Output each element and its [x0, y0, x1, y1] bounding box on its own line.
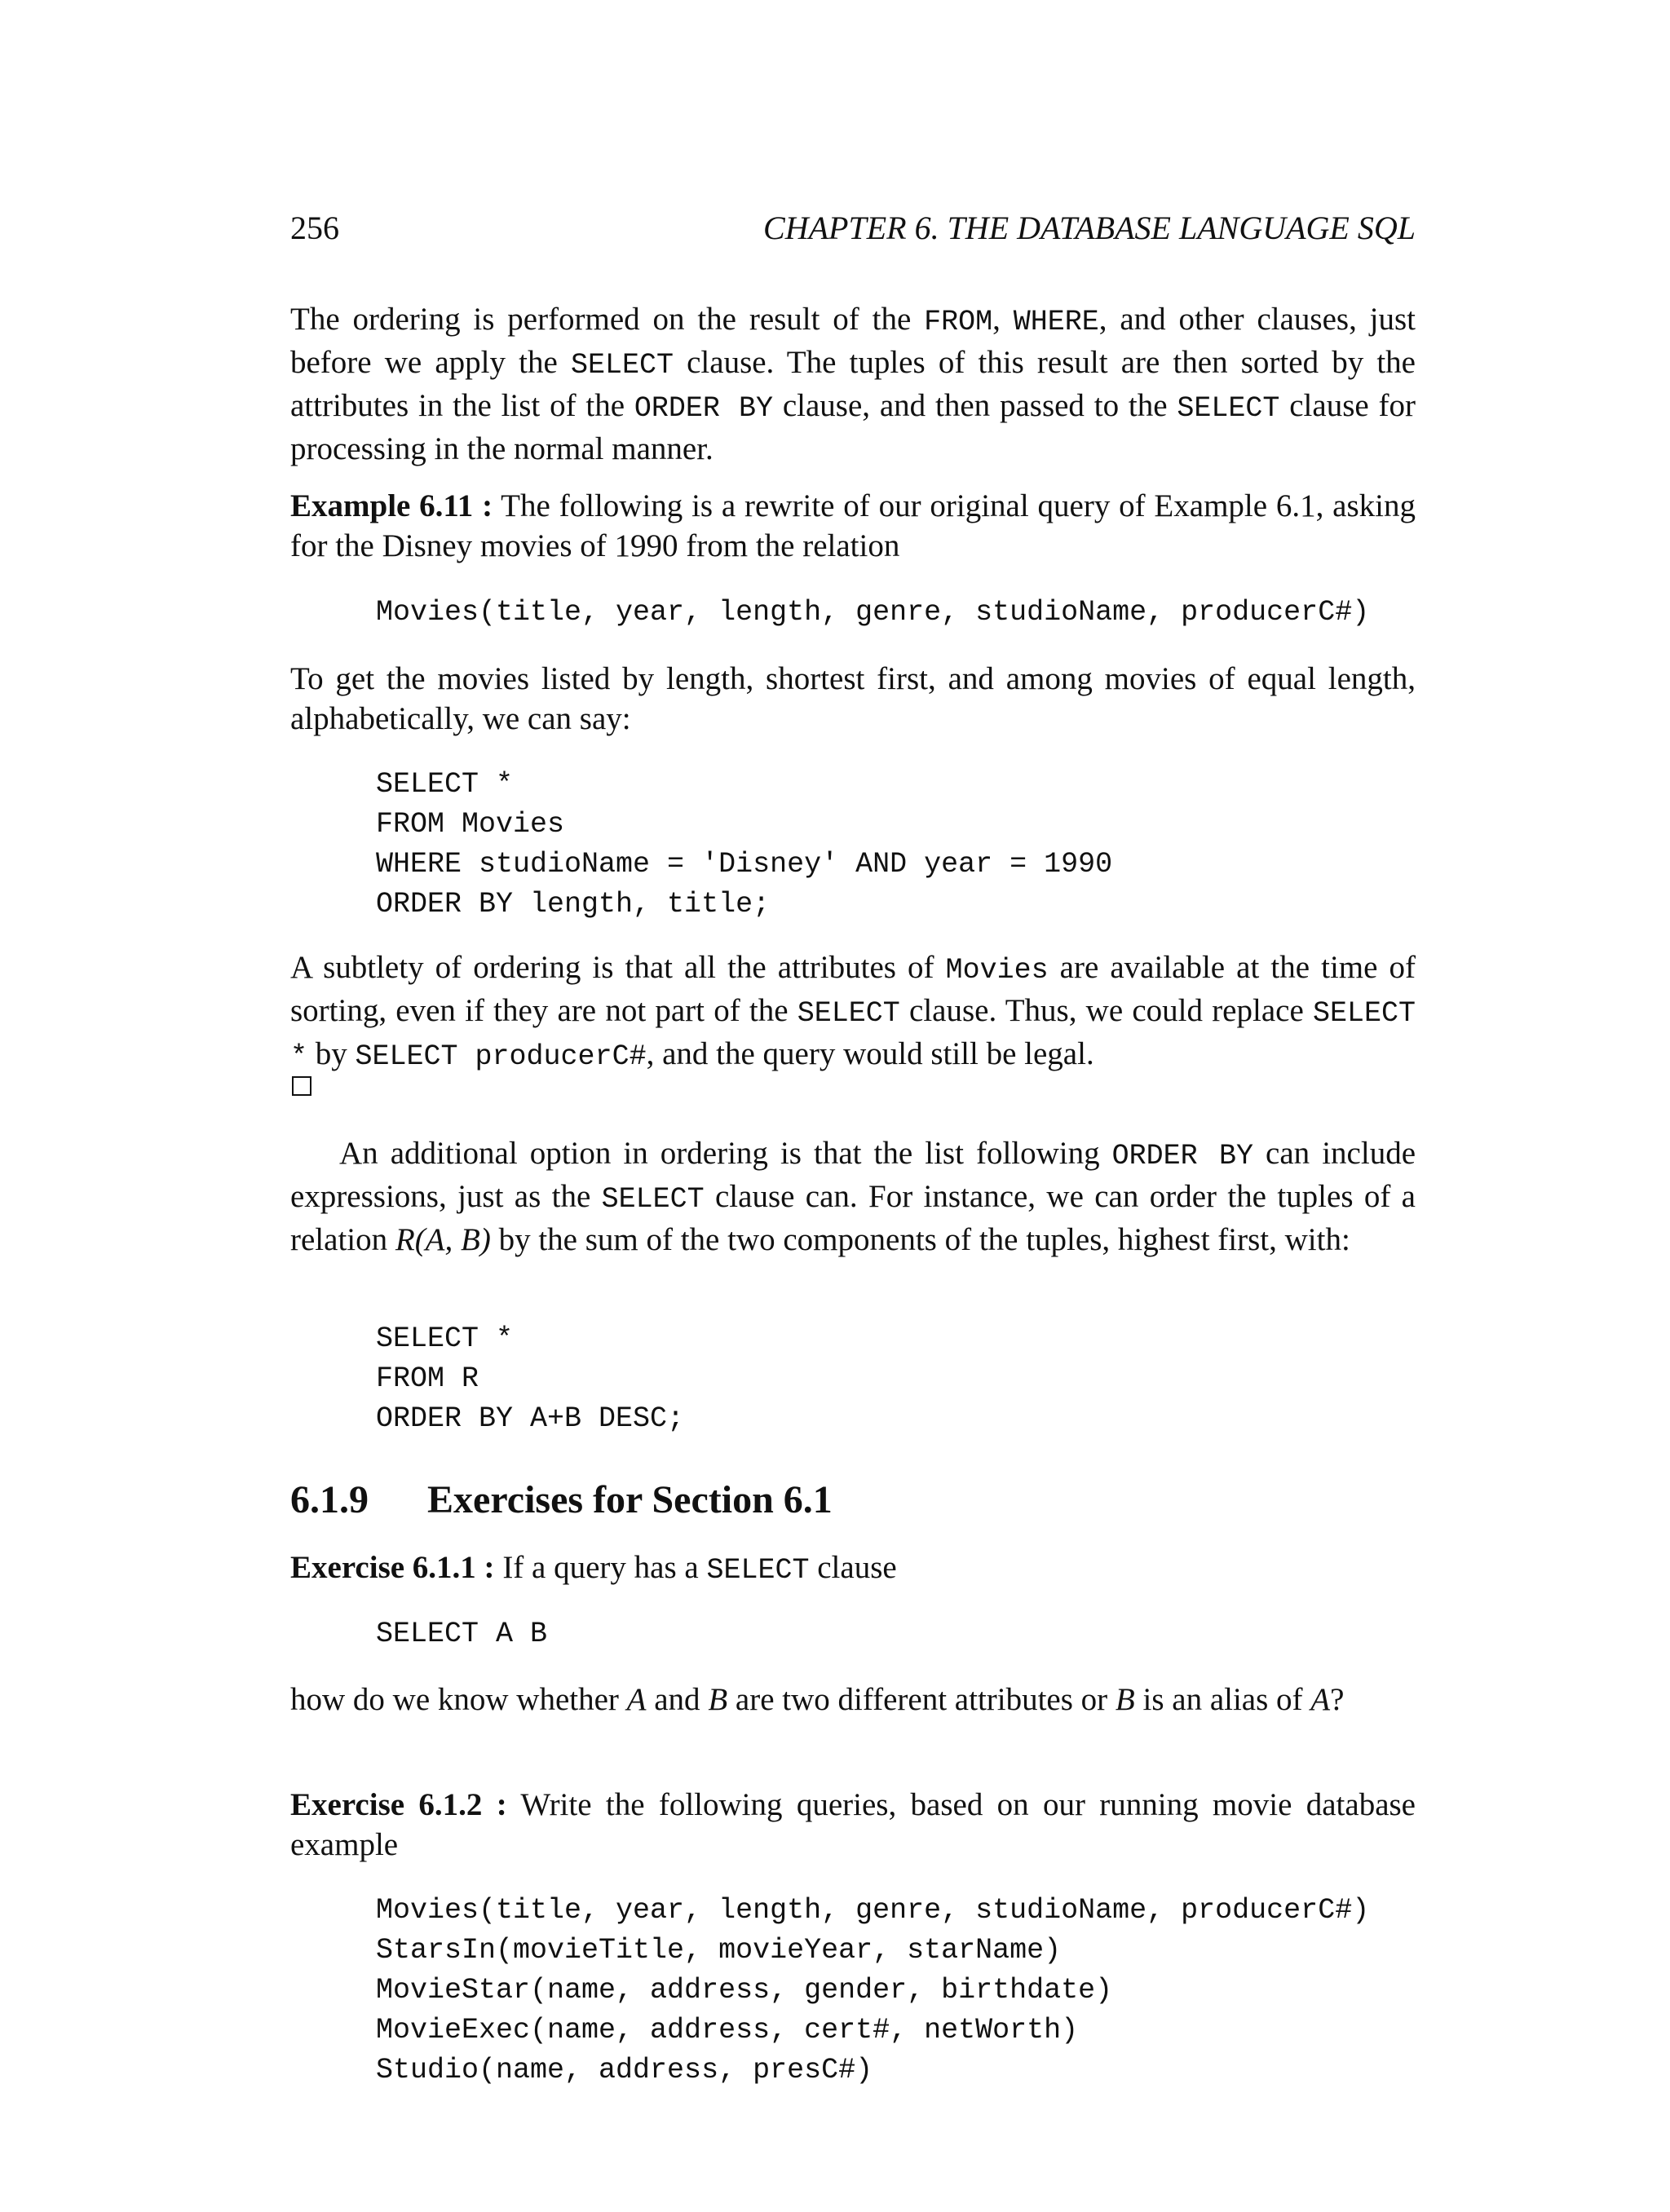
exercise-6-1-1: Exercise 6.1.1 : If a query has a SELECT clause: [290, 1550, 897, 1587]
example-body-text: To get the movies listed by length, shortest first, and among movies of equal length, alphabetically, we can say:: [290, 661, 1416, 736]
example-label: Example 6.11 :: [290, 488, 493, 523]
ordering-paragraph: The ordering is performed on the result of the FROM, WHERE, and other clauses, just before we apply the SELECT clause. The tuples of this result are then sorted by the attributes in the list of the ORDER BY clause, and then passed to the SELECT clause for processing in the normal manner.: [290, 302, 1416, 466]
movie-database-schema-code: Movies(title, year, length, genre, studioName, producerC#) StarsIn(movieTitle, movieYear, starName) MovieStar(name, address, gender, birthdate) MovieExec(name, address, cert#, netWorth) Studio(name, address, presC#): [376, 1894, 1370, 2086]
disney-query-code: SELECT * FROM Movies WHERE studioName = 'Disney' AND year = 1990 ORDER BY length, title;: [376, 768, 1113, 921]
section-title: Exercises for Section 6.1: [427, 1478, 833, 1521]
page-header: [290, 209, 1416, 249]
order-by-expression-code: SELECT * FROM R ORDER BY A+B DESC;: [376, 1322, 685, 1435]
running-head: CHAPTER 6. THE DATABASE LANGUAGE SQL: [763, 210, 1416, 246]
section-heading: [290, 1477, 833, 1522]
movies-schema-code: Movies(title, year, length, genre, studioName, producerC#): [376, 596, 1370, 629]
exercise-2-label: Exercise 6.1.2 :: [290, 1787, 507, 1822]
example-6-11-intro: Example 6.11 : The following is a rewrite of our original query of Example 6.1, asking for the Disney movies of 1990 from the relation: [290, 488, 1416, 563]
select-a-b-code: SELECT A B: [376, 1618, 548, 1650]
section-number: 6.1.9: [290, 1478, 369, 1521]
exercise-1-label: Exercise 6.1.1 :: [290, 1550, 495, 1585]
exercise-6-1-1-question: how do we know whether A and B are two different attributes or B is an alias of A?: [290, 1682, 1345, 1717]
page-number: 256: [290, 210, 339, 246]
expressions-paragraph: An additional option in ordering is that the list following ORDER BY can include expressions, just as the SELECT clause can. For instance, we can order the tuples of a relation R(A, B) by the sum of the two components of the tuples, highest first, with:: [290, 1136, 1416, 1257]
end-of-example-box: [292, 1076, 311, 1096]
exercise-6-1-2: Exercise 6.1.2 : Write the following queries, based on our running movie database example: [290, 1787, 1416, 1862]
subtlety-paragraph: A subtlety of ordering is that all the attributes of Movies are available at the time of sorting, even if they are not part of the SELECT clause. Thus, we could replace SELECT * by SELECT producerC#, and the query would still be legal.: [290, 950, 1416, 1073]
